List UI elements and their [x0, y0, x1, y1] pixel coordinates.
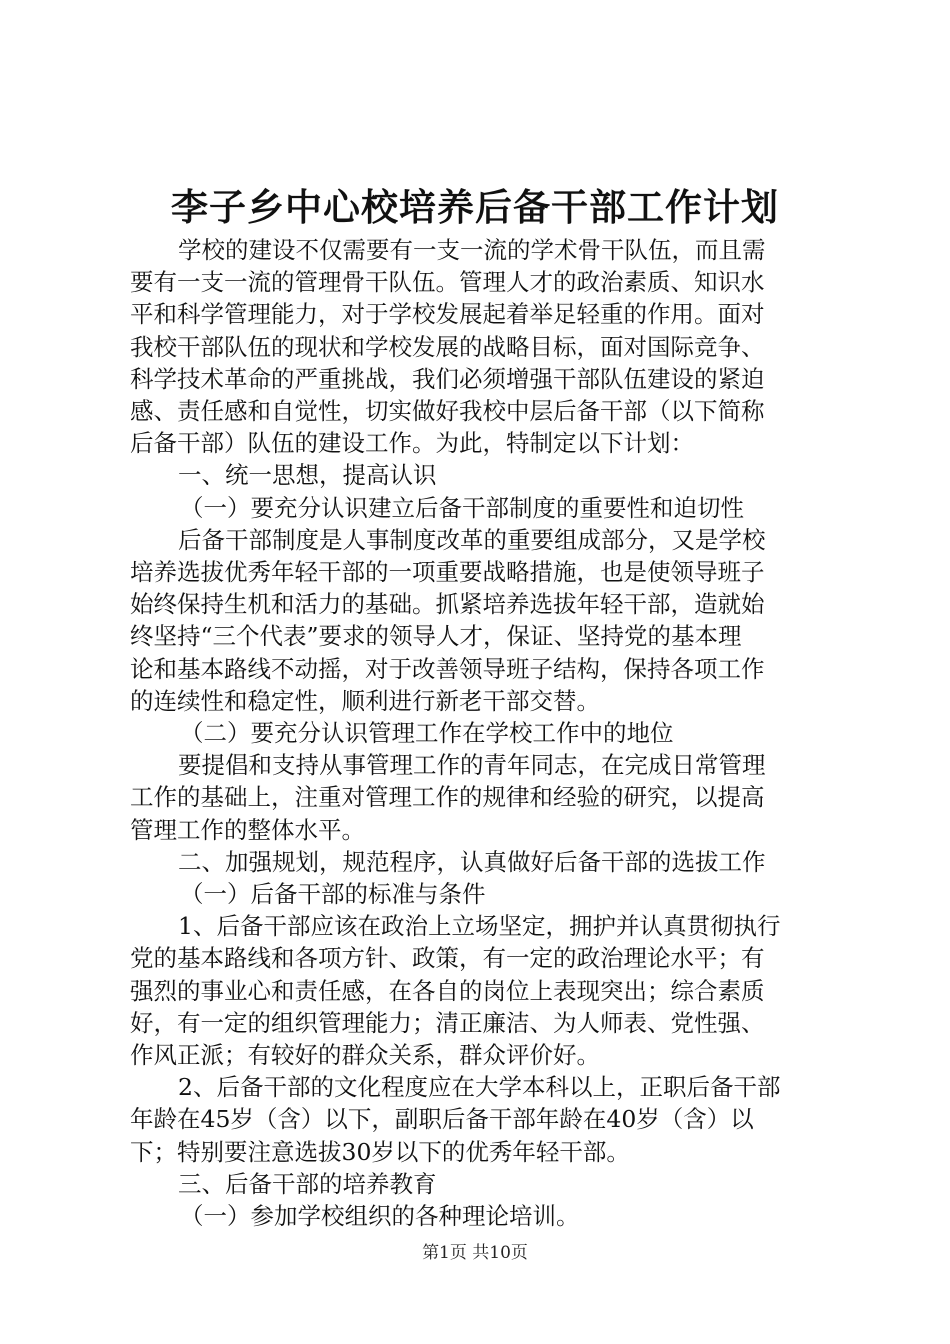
body-line: 始终保持生机和活力的基础。抓紧培养选拔年轻干部，造就始 — [130, 590, 765, 619]
body-line: 要有一支一流的管理骨干队伍。管理人才的政治素质、知识水 — [130, 268, 765, 297]
body-line: 要提倡和支持从事管理工作的青年同志，在完成日常管理 — [178, 751, 766, 780]
body-line: 管理工作的整体水平。 — [130, 815, 365, 844]
body-line: 作风正派；有较好的群众关系，群众评价好。 — [130, 1041, 600, 1070]
document-title: 李子乡中心校培养后备干部工作计划 — [171, 185, 779, 229]
body-line: 我校干部队伍的现状和学校发展的战略目标，面对国际竞争、 — [130, 332, 765, 361]
section-heading: 三、后备干部的培养教育 — [178, 1169, 437, 1198]
body-line: 后备干部）队伍的建设工作。为此，特制定以下计划： — [130, 429, 694, 458]
subsection-heading: （二）要充分认识管理工作在学校工作中的地位 — [180, 719, 674, 748]
body-line: 感、责任感和自觉性，切实做好我校中层后备干部（以下简称 — [130, 397, 765, 426]
body-line: 平和科学管理能力，对于学校发展起着举足轻重的作用。面对 — [130, 300, 765, 329]
body-line: 后备干部制度是人事制度改革的重要组成部分，又是学校 — [178, 525, 766, 554]
body-line: 培养选拔优秀年轻干部的一项重要战略措施，也是使领导班子 — [130, 558, 765, 587]
body-line: 科学技术革命的严重挑战，我们必须增强干部队伍建设的紧迫 — [130, 364, 765, 393]
body-line: 工作的基础上，注重对管理工作的规律和经验的研究，以提高 — [130, 783, 765, 812]
document-body — [130, 234, 830, 1232]
body-line: 的连续性和稳定性，顺利进行新老干部交替。 — [130, 686, 600, 715]
page-footer: 第1页 共10页 — [422, 1243, 528, 1263]
body-line: 2、后备干部的文化程度应在大学本科以上，正职后备干部 — [178, 1073, 781, 1102]
section-heading: 一、统一思想，提高认识 — [178, 461, 437, 490]
body-line: 学校的建设不仅需要有一支一流的学术骨干队伍，而且需 — [178, 236, 766, 264]
body-line: 1、后备干部应该在政治上立场坚定，拥护并认真贯彻执行 — [178, 912, 781, 941]
body-line: 党的基本路线和各项方针、政策，有一定的政治理论水平；有 — [130, 944, 765, 973]
subsection-heading: （一）要充分认识建立后备干部制度的重要性和迫切性 — [180, 493, 744, 522]
body-line: 终坚持“三个代表”要求的领导人才，保证、坚持党的基本理 — [130, 622, 742, 651]
subsection-heading: （一）参加学校组织的各种理论培训。 — [180, 1202, 580, 1231]
body-line: 年龄在45岁（含）以下，副职后备干部年龄在40岁（含）以 — [130, 1105, 754, 1134]
body-line: 下；特别要注意选拔30岁以下的优秀年轻干部。 — [130, 1137, 630, 1166]
section-heading: 二、加强规划，规范程序，认真做好后备干部的选拔工作 — [178, 847, 766, 876]
body-line: 强烈的事业心和责任感，在各自的岗位上表现突出；综合素质 — [130, 976, 765, 1005]
body-line: 论和基本路线不动摇，对于改善领导班子结构，保持各项工作 — [130, 654, 765, 683]
body-line: 好，有一定的组织管理能力；清正廉洁、为人师表、党性强、 — [130, 1008, 765, 1037]
subsection-heading: （一）后备干部的标准与条件 — [180, 880, 486, 909]
